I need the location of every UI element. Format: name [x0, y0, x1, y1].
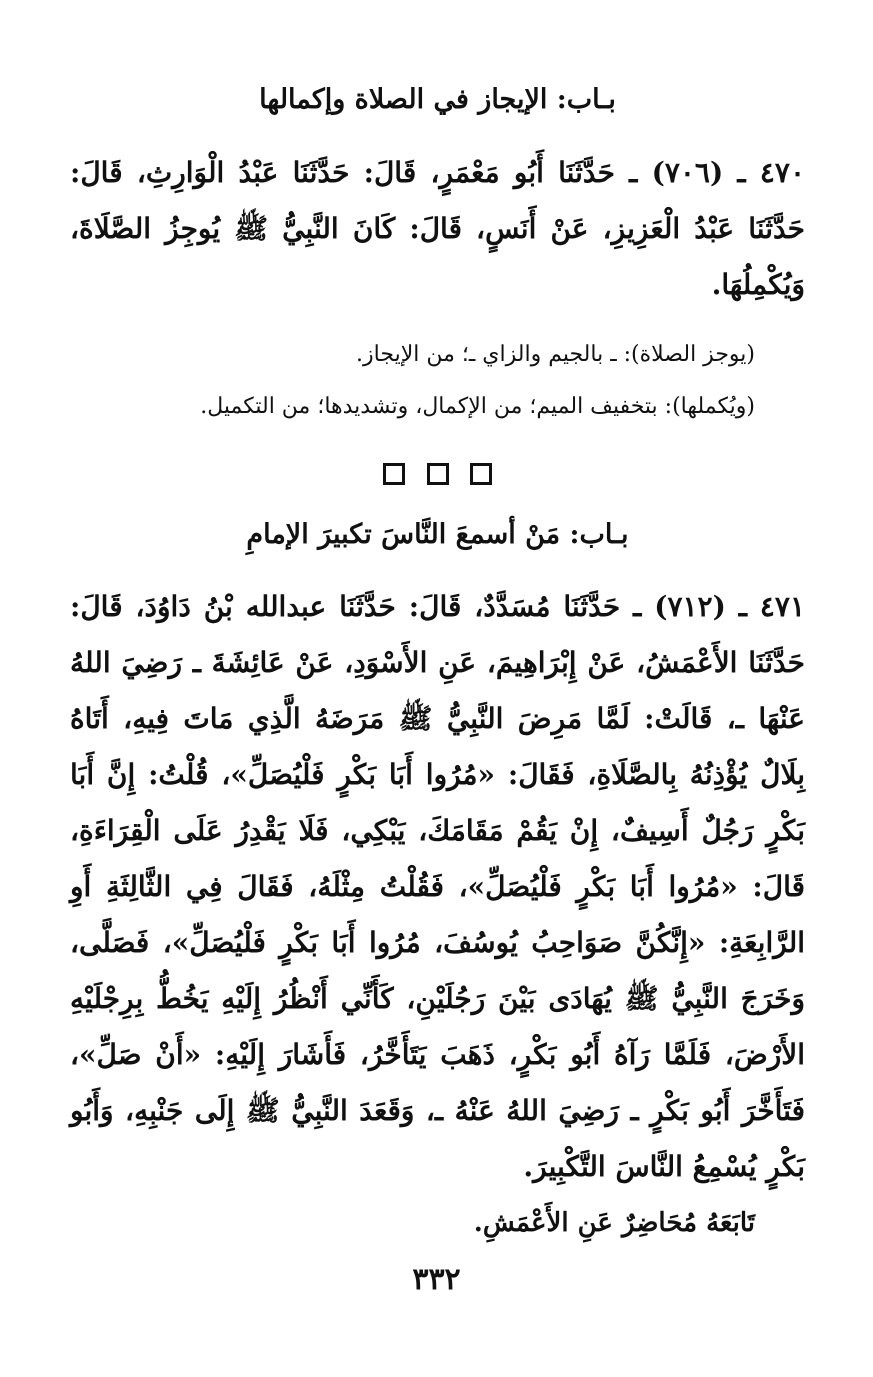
page-number: ٣٣٢	[412, 1262, 461, 1297]
square-icon	[470, 463, 492, 485]
notes-block	[70, 329, 805, 433]
note-line: (يوجز الصلاة): ـ بالجيم والزاي ـ؛ من الإيجاز.	[356, 341, 755, 367]
square-icon	[427, 463, 449, 485]
chapter-title: الإيجاز في الصلاة وإكمالها	[259, 84, 548, 115]
page-content	[70, 80, 805, 1251]
note-line: (ويُكملها): بتخفيف الميم؛ من الإكمال، وتشديدها؛ من التكميل.	[200, 393, 755, 419]
hadith-text-470: ٤٧٠ ـ (٧٠٦) ـ حَدَّثَنَا أَبُو مَعْمَرٍ، قَالَ: حَدَّثَنَا عَبْدُ الْوَارِثِ، قَالَ: حَدَّثَنَا عَبْدُ الْعَزِيزِ، عَنْ أَنَسٍ، قَالَ: كَانَ النَّبِيُّ ﷺ يُوجِزُ الصَّلَاةَ، وَيُكْمِلُهَا.	[70, 155, 805, 301]
chapter-label: بـاب:	[556, 84, 616, 115]
three-squares-separator-icon	[70, 463, 805, 489]
chapter-heading-2	[70, 515, 805, 556]
chapter-heading-1	[70, 80, 805, 121]
hadith-text-471: ٤٧١ ـ (٧١٢) ـ حَدَّثَنَا مُسَدَّدٌ، قَالَ: حَدَّثَنَا عبدالله بْنُ دَاوُدَ، قَالَ: حَدَّثَنَا الأَعْمَشُ، عَنْ إِبْرَاهِيمَ، عَنِ الأَسْوَدِ، عَنْ عَائِشَةَ ـ رَضِيَ اللهُ عَنْهَا ـ، قَالَتْ: لَمَّا مَرِضَ النَّبِيُّ ﷺ مَرَضَهُ الَّذِي مَاتَ فِيهِ، أَتَاهُ بِلَالٌ يُؤْذِنُهُ بِالصَّلَاةِ، فَقَالَ: «مُرُوا أَبَا بَكْرٍ فَلْيُصَلِّ»، قُلْتُ: إِنَّ أَبَا بَكْرٍ رَجُلٌ أَسِيفٌ، إِنْ يَقُمْ مَقَامَكَ، يَبْكِي، فَلَا يَقْدِرُ عَلَى الْقِرَاءَةِ، قَالَ: «مُرُوا أَبَا بَكْرٍ فَلْيُصَلِّ»، فَقُلْتُ مِثْلَهُ، فَقَالَ فِي الثَّالِثَةِ أَوِ الرَّابِعَةِ: «إِنَّكُنَّ صَوَاحِبُ يُوسُفَ، مُرُوا أَبَا بَكْرٍ فَلْيُصَلِّ»، فَصَلَّى، وَخَرَجَ النَّبِيُّ ﷺ يُهَادَى بَيْنَ رَجُلَيْنِ، كَأَنِّي أَنْظُرُ إِلَيْهِ يَخُطُّ بِرِجْلَيْهِ الأَرْضَ، فَلَمَّا رَآهُ أَبُو بَكْرٍ، ذَهَبَ يَتَأَخَّرُ، فَأَشَارَ إِلَيْهِ: «أَنْ صَلِّ»، فَتَأَخَّرَ أَبُو بَكْرٍ ـ رَضِيَ اللهُ عَنْهُ ـ، وَقَعَدَ النَّبِيُّ ﷺ إِلَى جَنْبِهِ، وَأَبُو بَكْرٍ يُسْمِعُ النَّاسَ التَّكْبِيرَ.	[70, 590, 805, 1183]
chapter-label: بـاب:	[569, 518, 629, 550]
chapter-title: مَنْ أسمعَ النَّاسَ تكبيرَ الإمامِ	[246, 518, 561, 550]
square-icon	[383, 463, 405, 485]
follow-up-note: تَابَعَهُ مُحَاضِرٌ عَنِ الأَعْمَشِ.	[473, 1208, 755, 1238]
